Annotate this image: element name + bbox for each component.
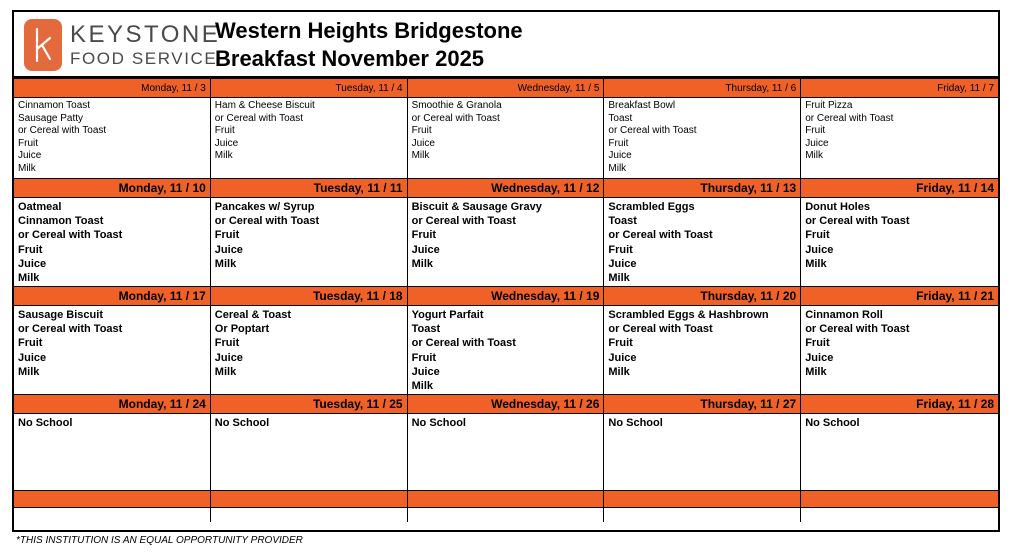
day-header: Wednesday, 11 / 19 <box>408 286 604 306</box>
day-header: Thursday, 11 / 6 <box>604 78 800 98</box>
menu-item: No School <box>411 417 466 429</box>
day-header: Monday, 11 / 10 <box>14 178 210 198</box>
day-cell <box>604 78 801 178</box>
menu-item: or Cereal with Toast <box>608 229 713 242</box>
menu-item: Juice <box>214 351 243 364</box>
blank-row-white <box>14 508 998 522</box>
day-header: Friday, 11 / 7 <box>801 78 998 98</box>
menu-item: No School <box>608 417 663 429</box>
menu-item: Or Poptart <box>214 323 270 336</box>
day-header: Tuesday, 11 / 11 <box>211 178 407 198</box>
menu-item: Milk <box>18 272 40 285</box>
menu-item: Fruit <box>608 337 633 350</box>
menu-item: Breakfast Bowl <box>608 100 676 111</box>
logo-line1: KEYSTONE <box>70 21 221 49</box>
menu-item: Milk <box>214 150 233 162</box>
menu-item: Milk <box>214 365 237 378</box>
menu-item: Yogurt Parfait <box>411 309 484 321</box>
blank-cell <box>801 508 998 522</box>
menu-item: Sausage Biscuit <box>18 309 103 321</box>
menu-calendar <box>14 78 998 490</box>
day-cell <box>408 178 605 286</box>
day-cell <box>801 78 998 178</box>
menu-items <box>408 98 604 178</box>
menu-items <box>211 414 407 490</box>
menu-items <box>14 306 210 394</box>
day-cell <box>408 286 605 394</box>
day-header: Wednesday, 11 / 12 <box>408 178 604 198</box>
day-cell <box>801 286 998 394</box>
menu-title <box>215 17 523 73</box>
menu-items <box>604 98 800 178</box>
day-header: Thursday, 11 / 27 <box>604 394 800 414</box>
menu-item: Milk <box>608 365 630 378</box>
menu-item: Cinnamon Toast <box>18 215 104 228</box>
menu-item: Milk <box>18 365 40 378</box>
day-cell <box>211 394 408 490</box>
menu-items <box>604 414 800 490</box>
blank-cell <box>14 508 211 522</box>
menu-item: Juice <box>214 243 243 256</box>
day-header: Friday, 11 / 28 <box>801 394 998 414</box>
menu-items <box>801 414 998 490</box>
day-cell <box>604 394 801 490</box>
menu-item: or Cereal with Toast <box>18 125 107 137</box>
menu-item: or Cereal with Toast <box>18 229 123 242</box>
menu-item: Fruit <box>608 137 629 149</box>
menu-sheet <box>12 10 1000 532</box>
day-header: Thursday, 11 / 13 <box>604 178 800 198</box>
menu-items <box>14 98 210 178</box>
menu-items <box>408 306 604 394</box>
menu-item: Milk <box>214 257 237 270</box>
menu-item: Milk <box>18 162 36 174</box>
menu-item: Juice <box>411 243 440 256</box>
menu-item: Milk <box>805 257 827 270</box>
menu-item: Milk <box>608 272 630 285</box>
menu-item: Fruit <box>18 337 43 350</box>
day-header: Thursday, 11 / 20 <box>604 286 800 306</box>
week-row <box>14 78 998 178</box>
menu-item: Toast <box>608 215 637 228</box>
menu-item: Fruit <box>214 125 235 137</box>
day-cell <box>14 78 211 178</box>
keystone-logo <box>24 18 221 72</box>
blank-cell <box>604 490 801 508</box>
menu-item: Juice <box>608 257 637 270</box>
menu-item: or Cereal with Toast <box>608 125 697 137</box>
menu-item: Scrambled Eggs <box>608 201 695 213</box>
menu-item: Milk <box>411 257 433 270</box>
blank-cell <box>801 490 998 508</box>
day-cell <box>604 178 801 286</box>
menu-item: Juice <box>214 137 239 149</box>
menu-item: Toast <box>608 112 633 124</box>
menu-item: Smoothie & Granola <box>411 100 502 111</box>
menu-item: Juice <box>608 150 632 162</box>
day-cell <box>14 178 211 286</box>
menu-items <box>801 98 998 178</box>
day-header: Friday, 11 / 14 <box>801 178 998 198</box>
menu-item: Oatmeal <box>18 201 62 213</box>
menu-items <box>14 198 210 286</box>
menu-item: or Cereal with Toast <box>214 215 320 228</box>
blank-cell <box>211 508 408 522</box>
day-cell <box>211 178 408 286</box>
menu-item: Fruit <box>805 125 826 137</box>
menu-item: Juice <box>18 257 47 270</box>
menu-item: No School <box>805 417 860 429</box>
title-month: Breakfast November 2025 <box>215 46 485 71</box>
menu-items <box>408 198 604 286</box>
menu-item: Pancakes w/ Syrup <box>214 201 315 213</box>
menu-item: No School <box>214 417 270 429</box>
logo-line2: FOOD SERVICE <box>70 48 218 68</box>
day-cell <box>408 394 605 490</box>
day-cell <box>211 78 408 178</box>
menu-item: Juice <box>805 351 834 364</box>
menu-item: Ham & Cheese Biscuit <box>214 100 315 111</box>
blank-cell <box>408 490 605 508</box>
day-cell <box>801 394 998 490</box>
menu-item: Milk <box>608 162 627 174</box>
menu-item: Fruit Pizza <box>805 100 853 111</box>
day-header: Tuesday, 11 / 4 <box>211 78 407 98</box>
menu-item: or Cereal with Toast <box>805 112 894 124</box>
menu-items <box>604 198 800 286</box>
day-header: Monday, 11 / 17 <box>14 286 210 306</box>
menu-item: Fruit <box>18 137 38 149</box>
menu-item: Juice <box>805 137 829 149</box>
day-cell <box>801 178 998 286</box>
menu-item: Toast <box>411 323 441 336</box>
week-row <box>14 286 998 394</box>
blank-cell <box>604 508 801 522</box>
day-header: Friday, 11 / 21 <box>801 286 998 306</box>
menu-item: Fruit <box>18 243 43 256</box>
menu-item: or Cereal with Toast <box>411 112 500 124</box>
menu-item: Juice <box>18 351 47 364</box>
menu-item: No School <box>18 417 73 429</box>
equal-opportunity-footer: *THIS INSTITUTION IS AN EQUAL OPPORTUNITY PROVIDER <box>16 535 303 546</box>
menu-item: or Cereal with Toast <box>411 337 516 350</box>
day-cell <box>14 394 211 490</box>
menu-item: Juice <box>805 243 834 256</box>
menu-item: Juice <box>608 351 637 364</box>
menu-items <box>14 414 210 490</box>
day-cell <box>408 78 605 178</box>
menu-item: Fruit <box>411 125 432 137</box>
menu-item: Juice <box>411 365 440 378</box>
menu-item: Cereal & Toast <box>214 309 292 321</box>
day-header: Tuesday, 11 / 18 <box>211 286 407 306</box>
menu-items <box>801 198 998 286</box>
keystone-k-icon <box>24 19 62 71</box>
week-row <box>14 178 998 286</box>
menu-item: Fruit <box>214 337 240 350</box>
blank-row-orange <box>14 490 998 508</box>
menu-item: Cinnamon Roll <box>805 309 883 321</box>
menu-item: Juice <box>411 137 435 149</box>
blank-cell <box>408 508 605 522</box>
menu-items <box>211 306 407 394</box>
menu-item: Fruit <box>805 337 830 350</box>
menu-items <box>408 414 604 490</box>
menu-item: or Cereal with Toast <box>805 215 910 228</box>
menu-item: or Cereal with Toast <box>18 323 123 336</box>
week-row <box>14 394 998 490</box>
menu-items <box>604 306 800 394</box>
menu-item: or Cereal with Toast <box>214 112 303 124</box>
menu-item: Cinnamon Toast <box>18 100 91 111</box>
day-header: Tuesday, 11 / 25 <box>211 394 407 414</box>
title-school: Western Heights Bridgestone <box>215 18 523 43</box>
blank-cell <box>14 490 211 508</box>
menu-item: Fruit <box>411 351 437 364</box>
day-cell <box>604 286 801 394</box>
menu-item: Fruit <box>214 229 240 242</box>
menu-item: Donut Holes <box>805 201 870 213</box>
menu-item: Sausage Patty <box>18 112 84 124</box>
menu-items <box>211 198 407 286</box>
menu-item: Juice <box>18 150 42 162</box>
menu-item: Milk <box>411 150 430 162</box>
menu-item: Fruit <box>608 243 633 256</box>
menu-items <box>801 306 998 394</box>
day-header: Monday, 11 / 24 <box>14 394 210 414</box>
blank-cell <box>211 490 408 508</box>
menu-item: Milk <box>805 150 823 162</box>
menu-item: Scrambled Eggs & Hashbrown <box>608 309 769 321</box>
menu-header <box>14 12 998 78</box>
menu-item: or Cereal with Toast <box>805 323 910 336</box>
day-header: Wednesday, 11 / 5 <box>408 78 604 98</box>
day-header: Wednesday, 11 / 26 <box>408 394 604 414</box>
menu-item: Fruit <box>411 229 437 242</box>
day-cell <box>211 286 408 394</box>
menu-item: Fruit <box>805 229 830 242</box>
day-header: Monday, 11 / 3 <box>14 78 210 98</box>
menu-item: Biscuit & Sausage Gravy <box>411 201 542 213</box>
menu-item: or Cereal with Toast <box>411 215 516 228</box>
menu-item: Milk <box>411 380 433 393</box>
day-cell <box>14 286 211 394</box>
menu-item: or Cereal with Toast <box>608 323 713 336</box>
menu-item: Milk <box>805 365 827 378</box>
menu-items <box>211 98 407 178</box>
